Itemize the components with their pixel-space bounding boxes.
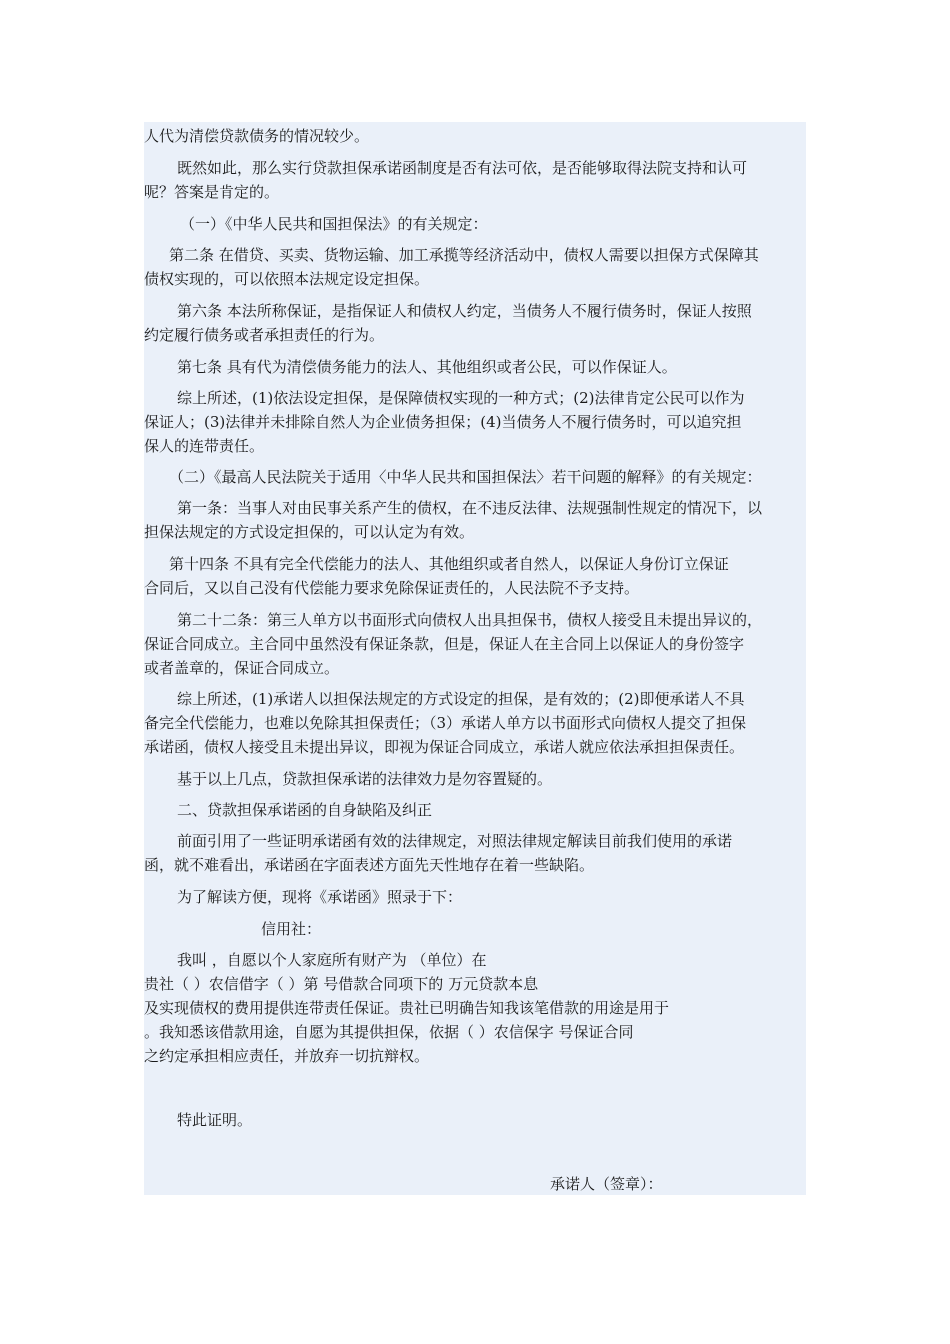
paragraph-continuation: 债权实现的，可以依照本法规定设定担保。 [144,270,430,288]
paragraph: 综上所述，(1)承诺人以担保法规定的方式设定的担保，是有效的；(2)即便承诺人不具 [177,690,745,708]
letter-body: 我叫 ，自愿以个人家庭所有财产为 （单位）在 [177,951,487,969]
letter-closing: 特此证明。 [177,1111,253,1129]
section-heading: 二、贷款担保承诺函的自身缺陷及纠正 [177,801,433,819]
paragraph: 第一条：当事人对由民事关系产生的债权，在不违反法律、法规强制性规定的情况下，以 [177,499,763,517]
paragraph: 第二条 在借贷、买卖、货物运输、加工承揽等经济活动中，债权人需要以担保方式保障其 [169,246,759,264]
section-heading: （一）《中华人民共和国担保法》的有关规定： [180,215,488,233]
paragraph: 既然如此，那么实行贷款担保承诺函制度是否有法可依，是否能够取得法院支持和认可 [177,159,748,177]
paragraph-continuation: 保证合同成立。主合同中虽然没有保证条款，但是，保证人在主合同上以保证人的身份签字 或者盖章的，保证合同成立。 [144,635,745,677]
signature-line: 承诺人（签章）： [550,1175,663,1193]
paragraph: 第十四条 不具有完全代偿能力的法人、其他组织或者自然人，以保证人身份订立保证 [169,555,729,573]
paragraph-continuation: 约定履行债务或者承担责任的行为。 [144,326,385,344]
paragraph: 第二十二条：第三人单方以书面形式向债权人出具担保书，债权人接受且未提出异议的， [177,611,763,629]
paragraph: 第七条 具有代为清偿债务能力的法人、其他组织或者公民，可以作保证人。 [177,358,677,376]
paragraph: 综上所述，(1)依法设定担保，是保障债权实现的一种方式；(2)法律肯定公民可以作为 [177,389,745,407]
paragraph-continuation: 担保法规定的方式设定担保的，可以认定为有效。 [144,523,475,541]
highlighted-text-block [144,122,806,1195]
paragraph: 第六条 本法所称保证，是指保证人和债权人约定，当债务人不履行债务时，保证人按照 [177,302,752,320]
letter-salutation: 信用社： [261,920,322,938]
paragraph: 基于以上几点，贷款担保承诺的法律效力是勿容置疑的。 [177,770,553,788]
paragraph-continuation: 保证人；(3)法律并未排除自然人为企业债务担保；(4)当债务人不履行债务时，可以追究担 保人的连带责任。 [144,413,742,455]
paragraph: 为了解读方便，现将《承诺函》照录于下： [177,888,463,906]
paragraph: 前面引用了一些证明承诺函有效的法律规定，对照法律规定解读目前我们使用的承诺 [177,832,733,850]
paragraph-continuation: 呢？答案是肯定的。 [144,183,280,201]
paragraph-continuation: 函，就不难看出，承诺函在字面表述方面先天性地存在着一些缺陷。 [144,856,595,874]
section-heading: （二）《最高人民法院关于适用〈中华人民共和国担保法〉若干问题的解释》的有关规定： [169,468,762,486]
paragraph-continuation: 备完全代偿能力，也难以免除其担保责任；（3）承诺人单方以书面形式向债权人提交了担保 承诺函，债权人接受且未提出异议，即视为保证合同成立，承诺人就应依法承担担保责任。 [144,714,747,756]
paragraph-continuation: 合同后，又以自己没有代偿能力要求免除保证责任的，人民法院不予支持。 [144,579,640,597]
paragraph: 人代为清偿贷款债务的情况较少。 [144,127,370,145]
letter-body-continuation: 贵社（ ）农信借字（ ）第 号借款合同项下的 万元贷款本息 及实现债权的费用提供连带责任保证。贵社已明确告知我该笔借款的用途是用于 。我知悉该借款用途，自愿为其提供担保，依据（ ）农信保字 号保证合同 之约定承担相应责任，并放弃一切抗辩权。 [144,975,670,1065]
